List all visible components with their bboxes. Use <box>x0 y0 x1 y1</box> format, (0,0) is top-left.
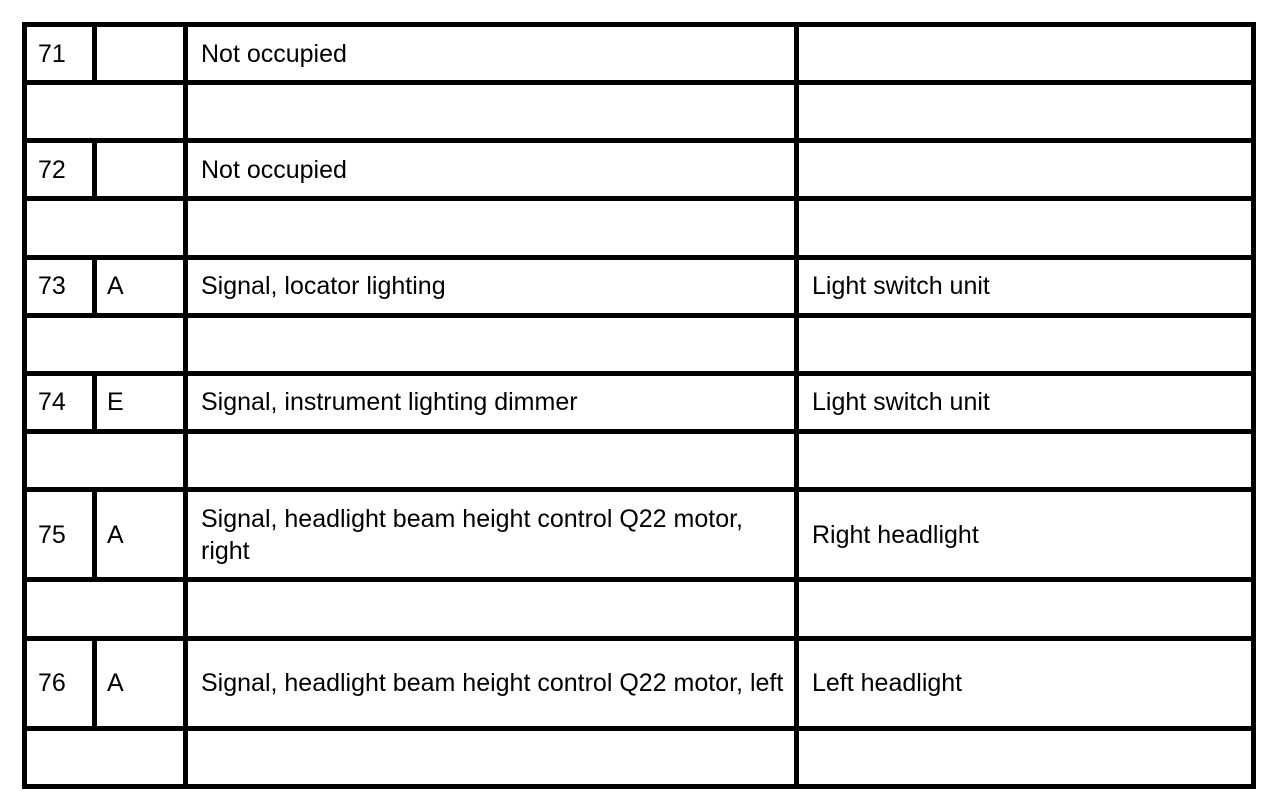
table-row <box>25 373 1254 431</box>
pin-number-cell: 74 <box>25 373 95 431</box>
description-cell: Not occupied <box>186 25 797 83</box>
signal-type-cell: A <box>95 638 186 728</box>
signal-type-cell: A <box>95 257 186 315</box>
table-row <box>25 490 1254 580</box>
connection-cell: Light switch unit <box>797 373 1254 431</box>
pin-number-cell: 72 <box>25 141 95 199</box>
spacer-row <box>25 728 1254 786</box>
description-cell: Signal, instrument lighting dimmer <box>186 373 797 431</box>
connection-cell: Right headlight <box>797 490 1254 580</box>
blank-cell <box>186 315 797 373</box>
table-row <box>25 141 1254 199</box>
connection-cell <box>797 141 1254 199</box>
blank-cell <box>797 580 1254 638</box>
blank-cell <box>186 83 797 141</box>
signal-type-cell <box>95 141 186 199</box>
blank-cell <box>186 580 797 638</box>
pin-number-cell: 71 <box>25 25 95 83</box>
blank-cell <box>25 199 186 257</box>
blank-cell <box>186 728 797 786</box>
blank-cell <box>25 315 186 373</box>
table-row <box>25 638 1254 728</box>
connection-cell <box>797 25 1254 83</box>
blank-cell <box>25 728 186 786</box>
table-row <box>25 25 1254 83</box>
blank-cell <box>797 431 1254 489</box>
blank-cell <box>186 431 797 489</box>
spacer-row <box>25 83 1254 141</box>
table-row <box>25 257 1254 315</box>
connection-cell: Left headlight <box>797 638 1254 728</box>
blank-cell <box>25 83 186 141</box>
pin-assignment-table <box>22 22 1256 789</box>
signal-type-cell: A <box>95 490 186 580</box>
spacer-row <box>25 580 1254 638</box>
blank-cell <box>797 83 1254 141</box>
description-cell: Signal, headlight beam height control Q22 motor, right <box>186 490 797 580</box>
pin-number-cell: 73 <box>25 257 95 315</box>
spacer-row <box>25 199 1254 257</box>
blank-cell <box>797 728 1254 786</box>
pin-number-cell: 75 <box>25 490 95 580</box>
pin-number-cell: 76 <box>25 638 95 728</box>
blank-cell <box>25 580 186 638</box>
connection-cell: Light switch unit <box>797 257 1254 315</box>
blank-cell <box>797 315 1254 373</box>
blank-cell <box>797 199 1254 257</box>
description-cell: Not occupied <box>186 141 797 199</box>
blank-cell <box>186 199 797 257</box>
description-cell: Signal, locator lighting <box>186 257 797 315</box>
blank-cell <box>25 431 186 489</box>
spacer-row <box>25 431 1254 489</box>
signal-type-cell: E <box>95 373 186 431</box>
spacer-row <box>25 315 1254 373</box>
description-cell: Signal, headlight beam height control Q22 motor, left <box>186 638 797 728</box>
signal-type-cell <box>95 25 186 83</box>
